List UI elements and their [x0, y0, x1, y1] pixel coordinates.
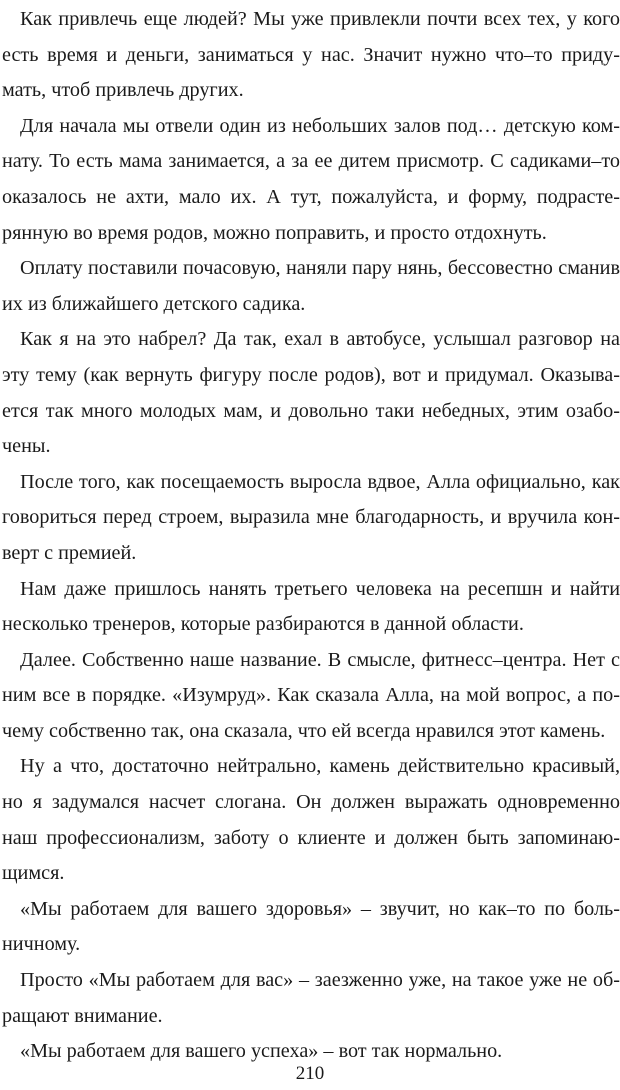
paragraph: Далее. Собственно наше название. В смысле, фитнесс–центра. Нет с ним все в порядке. «Изумруд». Как сказала Алла, на мой вопрос, а почему собственно так, она сказала, что ей всегда нравился этот камень. [2, 648, 620, 742]
paragraph: «Мы работаем для вашего успеха» – вот так нормально. [20, 1040, 503, 1063]
paragraph: Как привлечь еще людей? Мы уже привлекли почти всех тех, у кого есть время и деньги, заниматься у нас. Значит нужно что–то придумать, чтоб привлечь других. [2, 8, 620, 102]
paragraph: Ну а что, достаточно нейтрально, камень действительно красивый, но я задумался насчет слогана. Он должен выражать одновременно наш профессионализм, заботу о клиенте и должен быть запоминающимся. [2, 755, 620, 885]
paragraph: Оплату поставили почасовую, наняли пару нянь, бессовестно сманив их из ближайшего детского садика. [2, 257, 620, 315]
page-number: 210 [295, 1063, 325, 1084]
paragraph: «Мы работаем для вашего здоровья» – звучит, но как–то по больничному. [2, 897, 620, 956]
paragraph: Как я на это набрел? Да так, ехал в автобусе, услышал разговор на эту тему (как вернуть фигуру после родов), вот и придумал. Оказывается так много молодых мам, и довольно таки небедных, этим озабочены. [2, 328, 620, 458]
paragraph: После того, как посещаемость выросла вдвое, Алла официально, как говориться перед строем, выразила мне благодарность, и вручила конверт с премией. [2, 470, 620, 564]
body-text [2, 2, 620, 1070]
paragraph: Нам даже пришлось нанять третьего человека на ресепшн и найти несколько тренеров, которые разбираются в данной области. [2, 577, 620, 636]
paragraph: Для начала мы отвели один из небольших залов под… детскую комнату. То есть мама занимается, а за ее дитем присмотр. С садиками–то оказалось не ахти, мало их. А тут, пожалуйста, и форму, подрастерянную во время родов, можно поправить, и просто отдохнуть. [2, 114, 620, 244]
paragraph: Просто «Мы работаем для вас» – заезженно уже, на такое уже не обращают внимание. [2, 969, 620, 1027]
